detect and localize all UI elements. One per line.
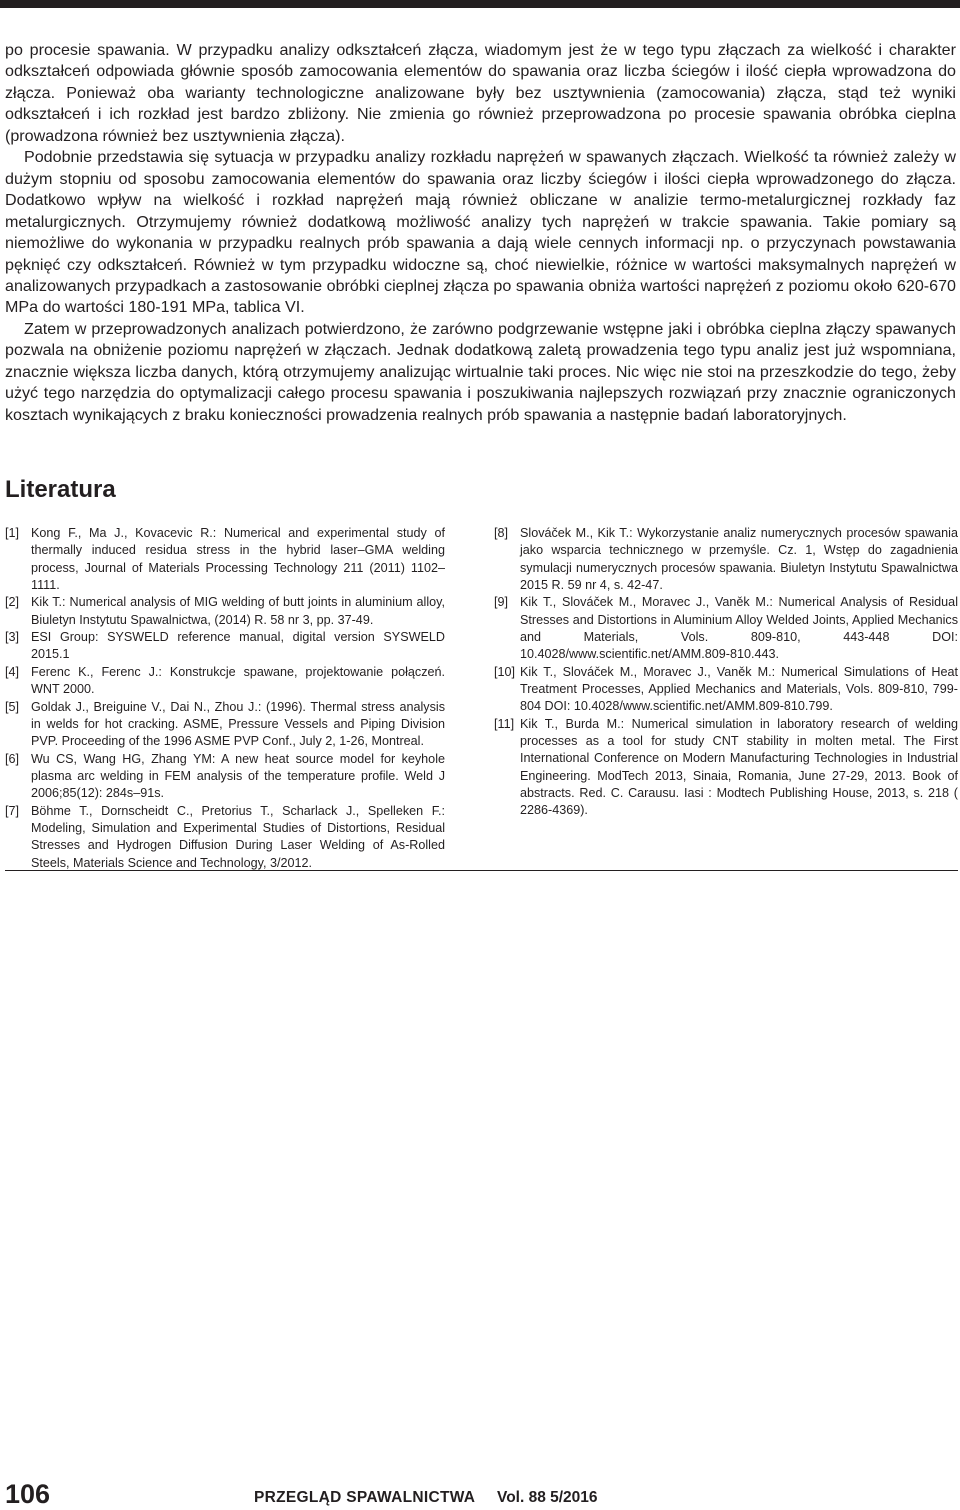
page-footer — [5, 1480, 960, 1510]
reference-item — [5, 699, 445, 751]
journal-issue: Vol. 88 5/2016 — [497, 1489, 598, 1506]
reference-item — [494, 664, 958, 716]
journal-name: PRZEGLĄD SPAWALNICTWA — [254, 1489, 476, 1506]
references-left-column — [5, 525, 445, 872]
paragraph-1: po procesie spawania. W przypadku analizy odkształceń złącza, wiadomym jest że w tego typu złączach za wielkość i charakter odkształceń odpowiada głównie sposób zamocowania elementów do spawania oraz liczba ściegów i ilość ciepła wprowadzona do złącza. Ponieważ oba warianty technologiczne analizowane były bez usztywnienia (zamocowania) złącza, stąd też wyniki odkształceń i ich rozkład jest bardzo zbliżony. Nie zmienia go również przeprowadzona po procesie spawania obróbka cieplna (prowadzona również bez usztywnienia złącza). — [5, 41, 956, 145]
reference-number: [8] — [494, 526, 509, 540]
reference-text: ESI Group: SYSWELD reference manual, digital version SYSWELD 2015.1 — [31, 630, 445, 662]
paragraph-3: Zatem w przeprowadzonych analizach potwierdzono, że zarówno podgrzewanie wstępne jaki i obróbka cieplna złączy spawanych pozwala na obniżenie poziomu naprężeń w złączach. Jednak dodatkową zaletą prowadzenia tego typu analiz jest już wspomniana, znacznie większa liczba danych, którą otrzymujemy analizując wirtualnie taki proces. Nic więc nie stoi na przeszkodzie do tego, żeby użyć tego narzędzia do optymalizacji całego procesu spawania i poszukiwania najlepszych rozwiązań przy znacznie ograniczonych kosztach wynikających z braku konieczności prowadzenia realnych prób spawania a następnie badań laboratoryjnych. — [5, 319, 956, 424]
reference-text: Böhme T., Dornscheidt C., Pretorius T., Scharlack J., Spelleken F.: Modeling, Simulation and Experimental Studies of Distortions, Residual Stresses and Hydrogen Diffusion During Laser Welding of As-Rolled Steels, Materials Science and Technology, 3/2012. — [31, 803, 445, 870]
reference-text: Wu CS, Wang HG, Zhang YM: A new heat source model for keyhole plasma arc welding in FEM analysis of the temperature profile. Weld J 2006;85(12): 284s–91s. — [31, 751, 445, 801]
reference-item — [5, 629, 445, 664]
reference-item — [494, 716, 958, 820]
reference-item — [5, 664, 445, 699]
reference-number: [7] — [5, 803, 20, 818]
references-right-column — [494, 525, 958, 820]
reference-number: [10] — [494, 664, 516, 679]
reference-text: Kong F., Ma J., Kovacevic R.: Numerical and experimental study of thermally induced residua stress in the hybrid laser–GMA welding process, Journal of Materials Processing Technology 211 (2011) 1102–1111. — [31, 526, 445, 592]
reference-text: Kik T., Burda M.: Numerical simulation in laboratory research of welding processes as a tool for study CNT stability in molten metal. The First International Conference on Modern Manufacturing Technologies in Industrial Engineering. ModTech 2013, Sinaia, Romania, June 27-29, 2013. Book of abstracts. Red. C. Carausu. Iasi : Modtech Publishing House, 2013, s. 218 ( 2286-4369). — [520, 716, 958, 818]
reference-number: [4] — [5, 664, 20, 679]
section-divider — [5, 870, 958, 871]
reference-number: [9] — [494, 595, 509, 610]
body-text — [5, 40, 956, 426]
reference-number: [1] — [5, 526, 20, 540]
reference-item — [5, 525, 445, 594]
reference-item — [5, 594, 445, 629]
references-heading: Literatura — [5, 476, 116, 503]
reference-item — [494, 525, 958, 594]
reference-number: [5] — [5, 699, 20, 714]
reference-item — [5, 751, 445, 803]
reference-item — [5, 803, 445, 872]
reference-number: [3] — [5, 630, 20, 645]
reference-text: Goldak J., Breiguine V., Dai N., Zhou J.: (1996). Thermal stress analysis in welds for hot cracking. ASME, Pressure Vessels and Piping Division PVP. Proceeding of the 1996 ASME PVP Conf., July 2, 1-26, Montreal. — [31, 699, 445, 749]
reference-text: Ferenc K., Ferenc J.: Konstrukcje spawane, projektowanie połączeń. WNT 2000. — [31, 664, 445, 697]
reference-number: [11] — [494, 716, 515, 731]
paragraph-2: Podobnie przedstawia się sytuacja w przypadku analizy rozkładu naprężeń w spawanych złączach. Wielkość ta również zależy w dużym stopniu od sposobu zamocowania elementów do spawania oraz liczby ściegów i ilości ciepła wprowadzonego do złącza. Dodatkowo wpływ na wielkość i rozkład naprężeń mają również obliczane w analizie termo-metalurgicznej rozkłady faz metalurgicznych. Otrzymujemy również dodatkową możliwość analizy tych naprężeń w trakcie spawania. Takie pomiary są niemożliwe do wykonania w przypadku realnych prób spawania a dają wiele cennych informacji np. o przyczynach powstawania pęknięć czy odkształceń. Również w tym przypadku widoczne są, choć niewielkie, różnice w wartości maksymalnych naprężeń w analizowanych przypadkach a zastosowanie obróbki cieplnej złącza po spawania obniża wartości naprężeń z poziomu około 620-670 MPa do wartości 180-191 MPa, tablica VI. — [5, 148, 956, 317]
reference-item — [494, 594, 958, 663]
reference-number: [2] — [5, 595, 20, 610]
page-number: 106 — [5, 1479, 51, 1509]
top-rule — [0, 0, 960, 8]
reference-text: Kik T.: Numerical analysis of MIG welding of butt joints in aluminium alloy, Biuletyn Instytutu Spawalnictwa, (2014) R. 58 nr 3, pp. 37-49. — [31, 595, 445, 627]
reference-text: Slováček M., Kik T.: Wykorzystanie analiz numerycznych procesów spawania jako wsparcia technicznego w przemyśle. Cz. 1, Wstęp do zagadnienia symulacji numerycznych procesów spawania. Biuletyn Instytutu Spawalnictwa 2015 R. 59 nr 4, s. 42-47. — [520, 526, 958, 592]
reference-text: Kik T., Slováček M., Moravec J., Vaněk M.: Numerical Analysis of Residual Stresses and Distortions in Aluminium Alloy Welded Joints, Applied Mechanics and Materials, Vols. 809-810, 443-448 DOI: 10.4028/www.scientific.net/AMM.809-810.443. — [520, 595, 958, 662]
reference-text: Kik T., Slováček M., Moravec J., Vaněk M.: Numerical Simulations of Heat Treatment Processes, Applied Mechanics and Materials, Vols. 809-810, 799-804 DOI: 10.4028/www.scientific.net/AMM.809-810.799. — [520, 664, 958, 714]
reference-number: [6] — [5, 751, 20, 766]
